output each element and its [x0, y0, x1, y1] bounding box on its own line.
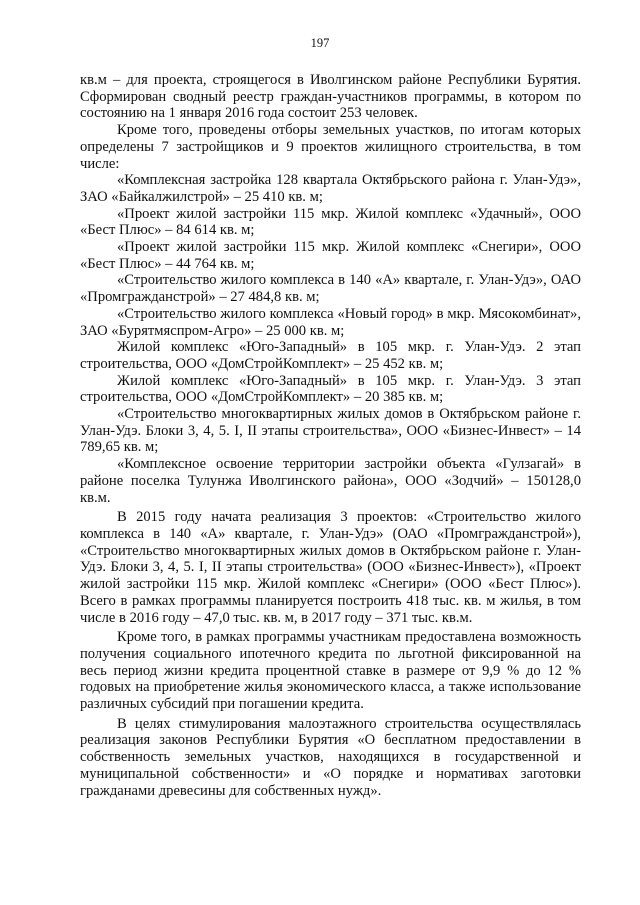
list-item-project: «Проект жилой застройки 115 мкр. Жилой комплекс «Снегири», ООО «Бест Плюс» – 44 764 кв. м;	[80, 239, 581, 272]
paragraph-registry: кв.м – для проекта, строящегося в Иволгинском районе Республики Бурятия. Сформирован сводный реестр граждан-участников программы, в котором по состоянию на 1 января 2016 года состоит 253 человек.	[80, 72, 581, 122]
list-item-project: Жилой комплекс «Юго-Западный» в 105 мкр. г. Улан-Удэ. 3 этап строительства, ООО «ДомСтройКомплект» – 20 385 кв. м;	[80, 372, 581, 406]
paragraph-low-rise: В целях стимулирования малоэтажного строительства осуществлялась реализация законов Республики Бурятия «О бесплатном предоставлении в собственность земельных участков, находящихся в государственной и муниципальной собственности» и «О порядке и нормативах заготовки гражданами древесины для собственных нужд».	[80, 715, 581, 799]
list-item-project: «Комплексная застройка 128 квартала Октябрьского района г. Улан-Удэ», ЗАО «Байкалжилстрой» – 25 410 кв. м;	[80, 172, 581, 205]
list-item-project: «Строительство жилого комплекса «Новый город» в мкр. Мясокомбинат», ЗАО «Бурятмяспром-Агро» – 25 000 кв. м;	[80, 305, 581, 339]
list-item-project: «Комплексное освоение территории застройки объекта «Гулзагай» в районе поселка Тулунжа Иволгинского района», ООО «Зодчий» – 150128,0 кв.м.	[80, 456, 581, 506]
document-body	[80, 72, 581, 799]
list-item-project: Жилой комплекс «Юго-Западный» в 105 мкр. г. Улан-Удэ. 2 этап строительства, ООО «ДомСтройКомплект» – 25 452 кв. м;	[80, 339, 581, 372]
page-number: 197	[310, 36, 330, 50]
list-item-project: «Строительство жилого комплекса в 140 «А» квартале, г. Улан-Удэ», ОАО «Промгражданстрой» – 27 484,8 кв. м;	[80, 272, 581, 306]
paragraph-implementation-2015: В 2015 году начата реализация 3 проектов: «Строительство жилого комплекса в 140 «А» квартале, г. Улан-Удэ» (ОАО «Промгражданстрой»), «Строительство многоквартирных жилых домов в Октябрьском районе г. Улан-Удэ. Блоки 3, 4, 5. I, II этапы строительства» (ООО «Бизнес-Инвест»), «Проект жилой застройки 115 мкр. Жилой комплекс «Снегири» (ООО «Бест Плюс»). Всего в рамках программы планируется построить 418 тыс. кв. м жилья, в том числе в 2016 году – 47,0 тыс. кв. м, в 2017 году – 371 тыс. кв.м.	[80, 509, 581, 626]
list-item-project: «Проект жилой застройки 115 мкр. Жилой комплекс «Удачный», ООО «Бест Плюс» – 84 614 кв. м;	[80, 205, 581, 239]
list-item-project: «Строительство многоквартирных жилых домов в Октябрьском районе г. Улан-Удэ. Блоки 3, 4, 5. I, II этапы строительства», ООО «Бизнес-Инвест» – 14 789,65 кв. м;	[80, 406, 581, 456]
paragraph-mortgage: Кроме того, в рамках программы участникам предоставлена возможность получения социального ипотечного кредита по льготной фиксированной на весь период жизни кредита процентной ставке в размере от 9,9 % до 12 % годовых на приобретение жилья экономического класса, а также использование различных субсидий при погашении кредита.	[80, 629, 581, 713]
paragraph-land-selection: Кроме того, проведены отборы земельных участков, по итогам которых определены 7 застройщиков и 9 проектов жилищного строительства, в том числе:	[80, 122, 581, 172]
